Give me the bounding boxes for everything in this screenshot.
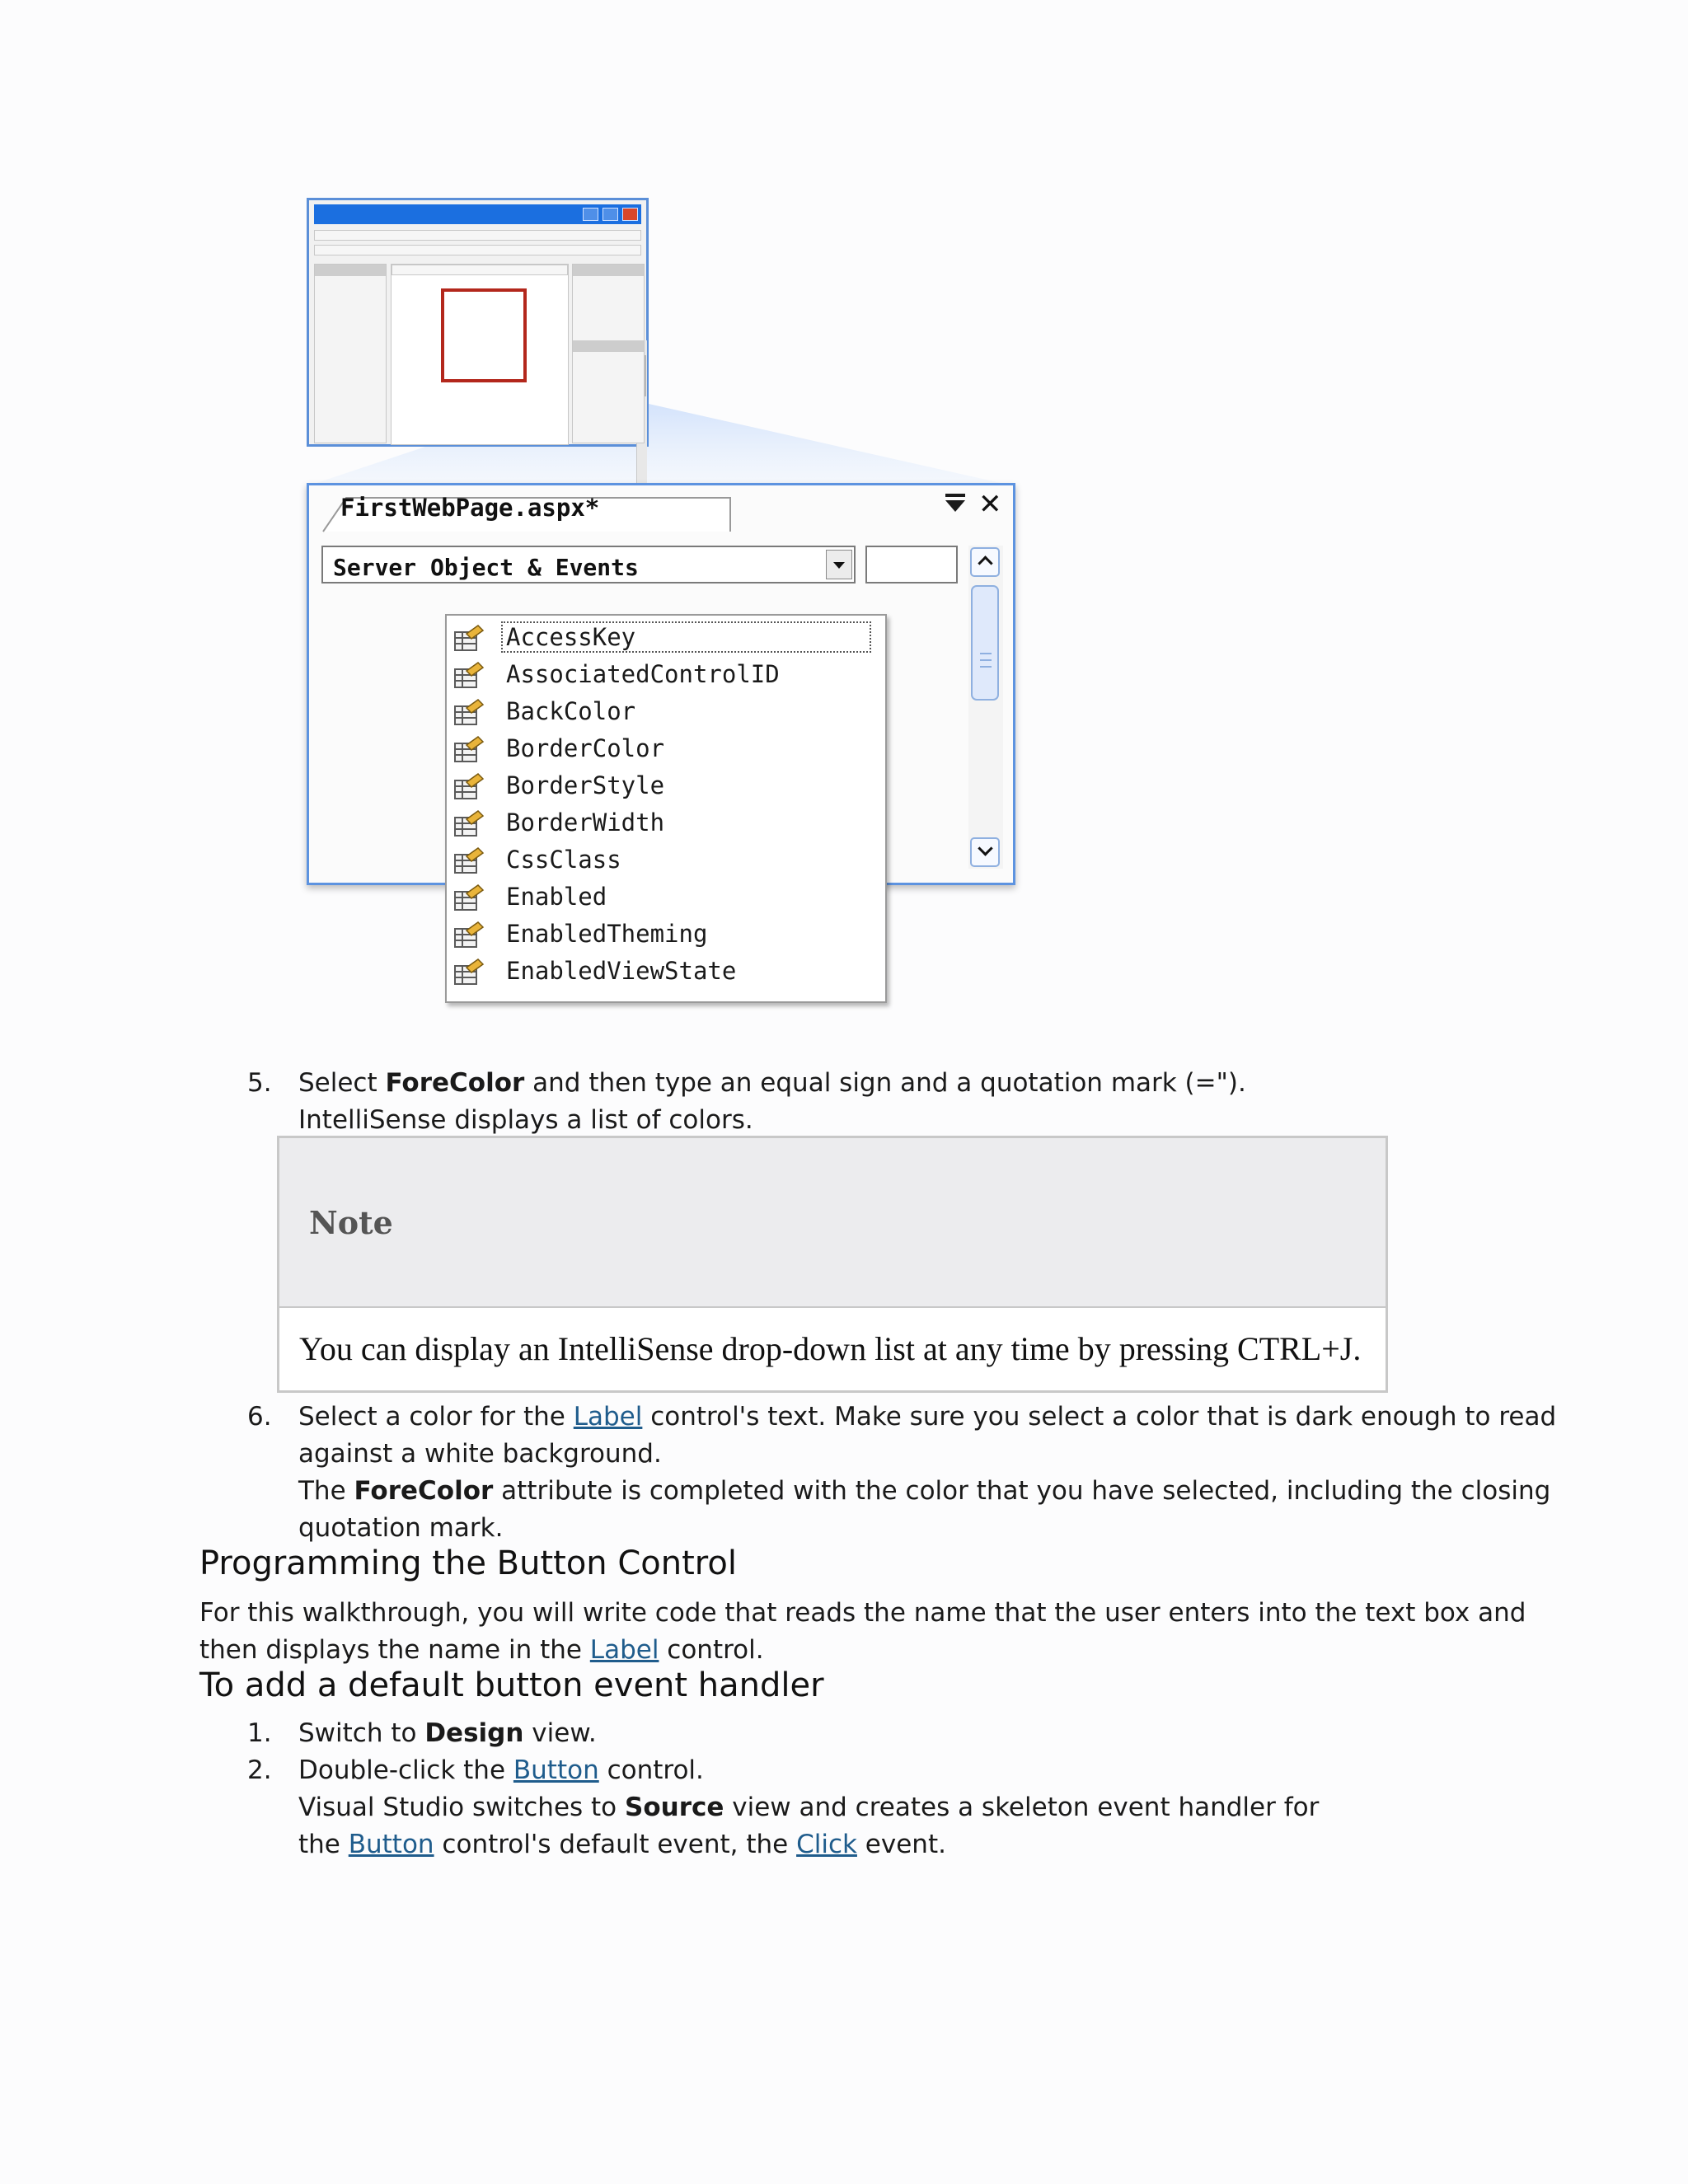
property-icon	[453, 698, 485, 726]
intellisense-item-label: CssClass	[506, 846, 621, 874]
mini-maximize-icon	[603, 208, 618, 221]
intellisense-item[interactable]	[453, 767, 880, 804]
label-link[interactable]: Label	[589, 1635, 659, 1665]
intellisense-item[interactable]	[453, 730, 880, 766]
intellisense-item[interactable]	[453, 619, 880, 655]
property-icon	[453, 772, 485, 800]
step-number: 2.	[247, 1755, 272, 1785]
note-body: You can display an IntelliSense drop-down list at any time by pressing CTRL+J.	[299, 1330, 1362, 1367]
intellisense-popup	[445, 614, 887, 1003]
property-icon	[453, 958, 485, 986]
property-icon	[453, 661, 485, 689]
button-link[interactable]: Button	[348, 1830, 434, 1859]
intellisense-item[interactable]	[453, 879, 880, 915]
zoom-highlight-box	[441, 288, 527, 382]
window-position-dropdown-icon[interactable]	[945, 500, 965, 512]
step6-line2: against a white background.	[298, 1439, 662, 1469]
property-icon	[453, 809, 485, 837]
event-dropdown[interactable]	[865, 546, 958, 583]
vertical-scrollbar[interactable]	[968, 546, 1003, 869]
intellisense-item-label: BorderColor	[506, 734, 665, 762]
mini-solution-pane	[572, 264, 645, 443]
close-icon[interactable]: ✕	[978, 488, 1002, 521]
note-header	[279, 1138, 1386, 1308]
intellisense-item[interactable]	[453, 656, 880, 692]
mini-title-bar	[314, 204, 641, 224]
section1-paragraph-line1: For this walkthrough, you will write code that reads the name that the user enters into the text box and	[199, 1598, 1526, 1628]
intellisense-item[interactable]	[453, 693, 880, 729]
intellisense-item[interactable]	[453, 841, 880, 878]
document-tab-title: FirstWebPage.aspx*	[340, 494, 600, 522]
step6-line1: Select a color for the Label control's text. Make sure you select a color that is dark enough to read	[298, 1402, 1557, 1432]
step-number: 5.	[247, 1068, 272, 1098]
section-heading: To add a default button event handler	[199, 1666, 824, 1704]
step5-line2: IntelliSense displays a list of colors.	[298, 1105, 753, 1135]
property-icon	[453, 846, 485, 874]
property-icon	[453, 735, 485, 763]
step5-line1: Select ForeColor and then type an equal sign and a quotation mark (=").	[298, 1068, 1246, 1098]
section1-paragraph-line2: then displays the name in the Label control.	[199, 1635, 764, 1665]
mini-minimize-icon	[583, 208, 598, 221]
property-icon	[453, 921, 485, 949]
scroll-thumb[interactable]	[971, 585, 999, 701]
intellisense-item[interactable]	[453, 953, 880, 989]
label-link[interactable]: Label	[573, 1402, 643, 1432]
intellisense-item[interactable]	[453, 916, 880, 952]
object-dropdown-value: Server Object & Events	[333, 554, 639, 581]
step-number: 6.	[247, 1402, 272, 1432]
mini-menu-bar	[314, 230, 641, 241]
intellisense-item-label: EnabledViewState	[506, 957, 737, 985]
intellisense-item-label: BorderStyle	[506, 771, 665, 799]
scroll-down-icon[interactable]	[970, 837, 1000, 867]
step-number: 1.	[247, 1718, 272, 1748]
intellisense-item[interactable]	[453, 804, 880, 841]
property-icon	[453, 883, 485, 912]
click-link[interactable]: Click	[796, 1830, 857, 1859]
step6-line4: quotation mark.	[298, 1513, 504, 1543]
step6-line3: The ForeColor attribute is completed with the color that you have selected, including the closing	[298, 1476, 1551, 1506]
step2-line1: Double-click the Button control.	[298, 1755, 704, 1785]
property-icon	[453, 624, 485, 652]
note-box	[277, 1136, 1388, 1393]
intellisense-item-label: EnabledTheming	[506, 920, 708, 948]
intellisense-item-label: BackColor	[506, 697, 636, 725]
step2-line2: Visual Studio switches to Source view and creates a skeleton event handler for	[298, 1793, 1320, 1822]
intellisense-item-label: Enabled	[506, 883, 607, 911]
intellisense-item-label: BorderWidth	[506, 808, 665, 837]
section-heading: Programming the Button Control	[199, 1544, 737, 1582]
mini-toolbar	[314, 245, 641, 255]
button-link[interactable]: Button	[513, 1755, 599, 1785]
chevron-down-icon[interactable]	[826, 550, 852, 579]
scroll-up-icon[interactable]	[970, 547, 1000, 577]
step2-line3: the Button control's default event, the Click event.	[298, 1830, 946, 1859]
mini-close-icon	[622, 208, 638, 221]
intellisense-item-label: AccessKey	[503, 623, 870, 651]
object-dropdown[interactable]	[321, 546, 856, 583]
intellisense-item-label: AssociatedControlID	[506, 660, 780, 688]
step1-line: Switch to Design view.	[298, 1718, 597, 1748]
note-title: Note	[309, 1204, 393, 1241]
mini-toolbox-pane	[314, 264, 387, 443]
